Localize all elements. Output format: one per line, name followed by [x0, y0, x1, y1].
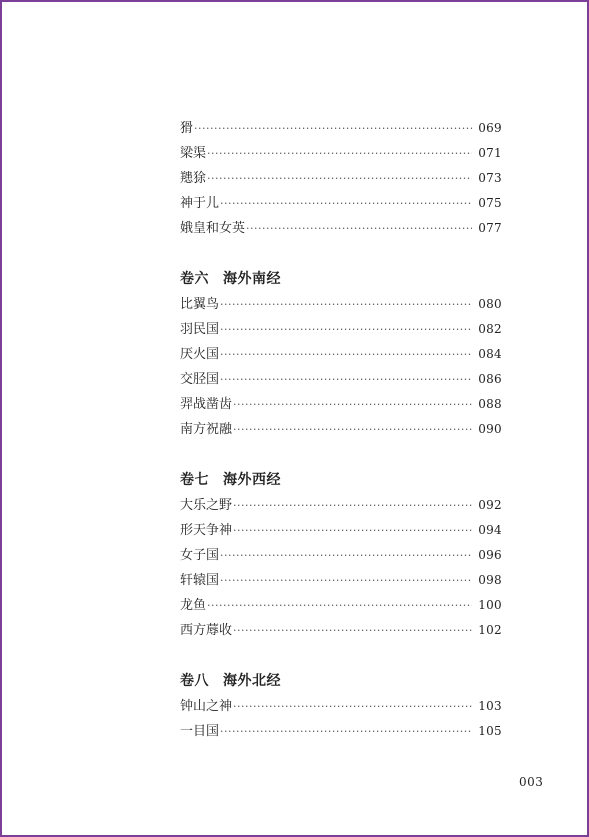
volume-number: 卷六 — [180, 271, 209, 287]
entry-page-number: 073 — [478, 171, 502, 185]
dot-leader — [220, 342, 472, 367]
toc-section-volume-7 — [180, 467, 502, 643]
entry-title: 娥皇和女英 — [180, 221, 246, 236]
volume-title: 海外西经 — [223, 472, 281, 488]
toc-entry[interactable] — [180, 342, 502, 367]
dot-leader — [246, 216, 472, 241]
toc-entry[interactable] — [180, 191, 502, 216]
entry-page-number: 088 — [478, 397, 502, 411]
entry-page-number: 086 — [478, 372, 502, 386]
dot-leader — [220, 191, 472, 216]
entry-title: 梁渠 — [180, 146, 207, 161]
entry-page-number: 080 — [478, 297, 502, 311]
entry-title: 比翼鸟 — [180, 297, 220, 312]
volume-title: 海外北经 — [223, 673, 281, 689]
toc-section-volume-6 — [180, 266, 502, 442]
entry-page-number: 071 — [478, 146, 502, 160]
dot-leader — [233, 493, 472, 518]
toc-entry[interactable] — [180, 141, 502, 166]
dot-leader — [233, 392, 472, 417]
toc-entry[interactable] — [180, 292, 502, 317]
entry-page-number: 094 — [478, 523, 502, 537]
toc-entry[interactable] — [180, 568, 502, 593]
dot-leader — [220, 543, 472, 568]
entry-page-number: 084 — [478, 347, 502, 361]
entry-page-number: 075 — [478, 196, 502, 210]
dot-leader — [194, 116, 472, 141]
dot-leader — [220, 367, 472, 392]
dot-leader — [220, 317, 472, 342]
dot-leader — [233, 417, 472, 442]
entry-page-number: 105 — [478, 724, 502, 738]
toc-entry[interactable] — [180, 116, 502, 141]
entry-page-number: 069 — [478, 121, 502, 135]
dot-leader — [220, 292, 472, 317]
toc-entry[interactable] — [180, 694, 502, 719]
entry-title: 大乐之野 — [180, 498, 233, 513]
entry-title: 南方祝融 — [180, 422, 233, 437]
volume-number: 卷七 — [180, 472, 209, 488]
dot-leader — [233, 694, 472, 719]
volume-title: 海外南经 — [223, 271, 281, 287]
entry-page-number: 090 — [478, 422, 502, 436]
entry-page-number: 098 — [478, 573, 502, 587]
dot-leader — [233, 518, 472, 543]
entry-page-number: 100 — [478, 598, 502, 612]
entry-title: 厌火国 — [180, 347, 220, 362]
entry-title: 一目国 — [180, 724, 220, 739]
entry-title: 钟山之神 — [180, 699, 233, 714]
section-heading[interactable] — [180, 467, 502, 493]
dot-leader — [207, 593, 472, 618]
table-of-contents — [180, 116, 502, 744]
entry-title: 猾 — [180, 121, 194, 136]
toc-entry[interactable] — [180, 618, 502, 643]
toc-entry[interactable] — [180, 417, 502, 442]
toc-entry[interactable] — [180, 216, 502, 241]
entry-title: 交胫国 — [180, 372, 220, 387]
entry-title: 女子国 — [180, 548, 220, 563]
dot-leader — [220, 568, 472, 593]
entry-page-number: 077 — [478, 221, 502, 235]
toc-entry[interactable] — [180, 367, 502, 392]
section-heading[interactable] — [180, 668, 502, 694]
entry-title: 䍺狳 — [180, 171, 207, 186]
dot-leader — [233, 618, 472, 643]
section-heading[interactable] — [180, 266, 502, 292]
toc-entry[interactable] — [180, 493, 502, 518]
entry-title: 轩辕国 — [180, 573, 220, 588]
toc-entry[interactable] — [180, 593, 502, 618]
dot-leader — [220, 719, 472, 744]
entry-title: 西方蓐收 — [180, 623, 233, 638]
entry-title: 羿战凿齿 — [180, 397, 233, 412]
toc-entry[interactable] — [180, 518, 502, 543]
toc-entry[interactable] — [180, 543, 502, 568]
entry-title: 神于儿 — [180, 196, 220, 211]
toc-section-continued — [180, 116, 502, 241]
dot-leader — [207, 141, 472, 166]
toc-entry[interactable] — [180, 317, 502, 342]
toc-section-volume-8 — [180, 668, 502, 744]
entry-title: 形天争神 — [180, 523, 233, 538]
entry-title: 龙鱼 — [180, 598, 207, 613]
dot-leader — [207, 166, 472, 191]
entry-page-number: 092 — [478, 498, 502, 512]
entry-page-number: 103 — [478, 699, 502, 713]
toc-entry[interactable] — [180, 166, 502, 191]
toc-entry[interactable] — [180, 392, 502, 417]
entry-page-number: 096 — [478, 548, 502, 562]
entry-page-number: 102 — [478, 623, 502, 637]
entry-title: 羽民国 — [180, 322, 220, 337]
toc-entry[interactable] — [180, 719, 502, 744]
entry-page-number: 082 — [478, 322, 502, 336]
volume-number: 卷八 — [180, 673, 209, 689]
page-number: 003 — [519, 775, 544, 789]
